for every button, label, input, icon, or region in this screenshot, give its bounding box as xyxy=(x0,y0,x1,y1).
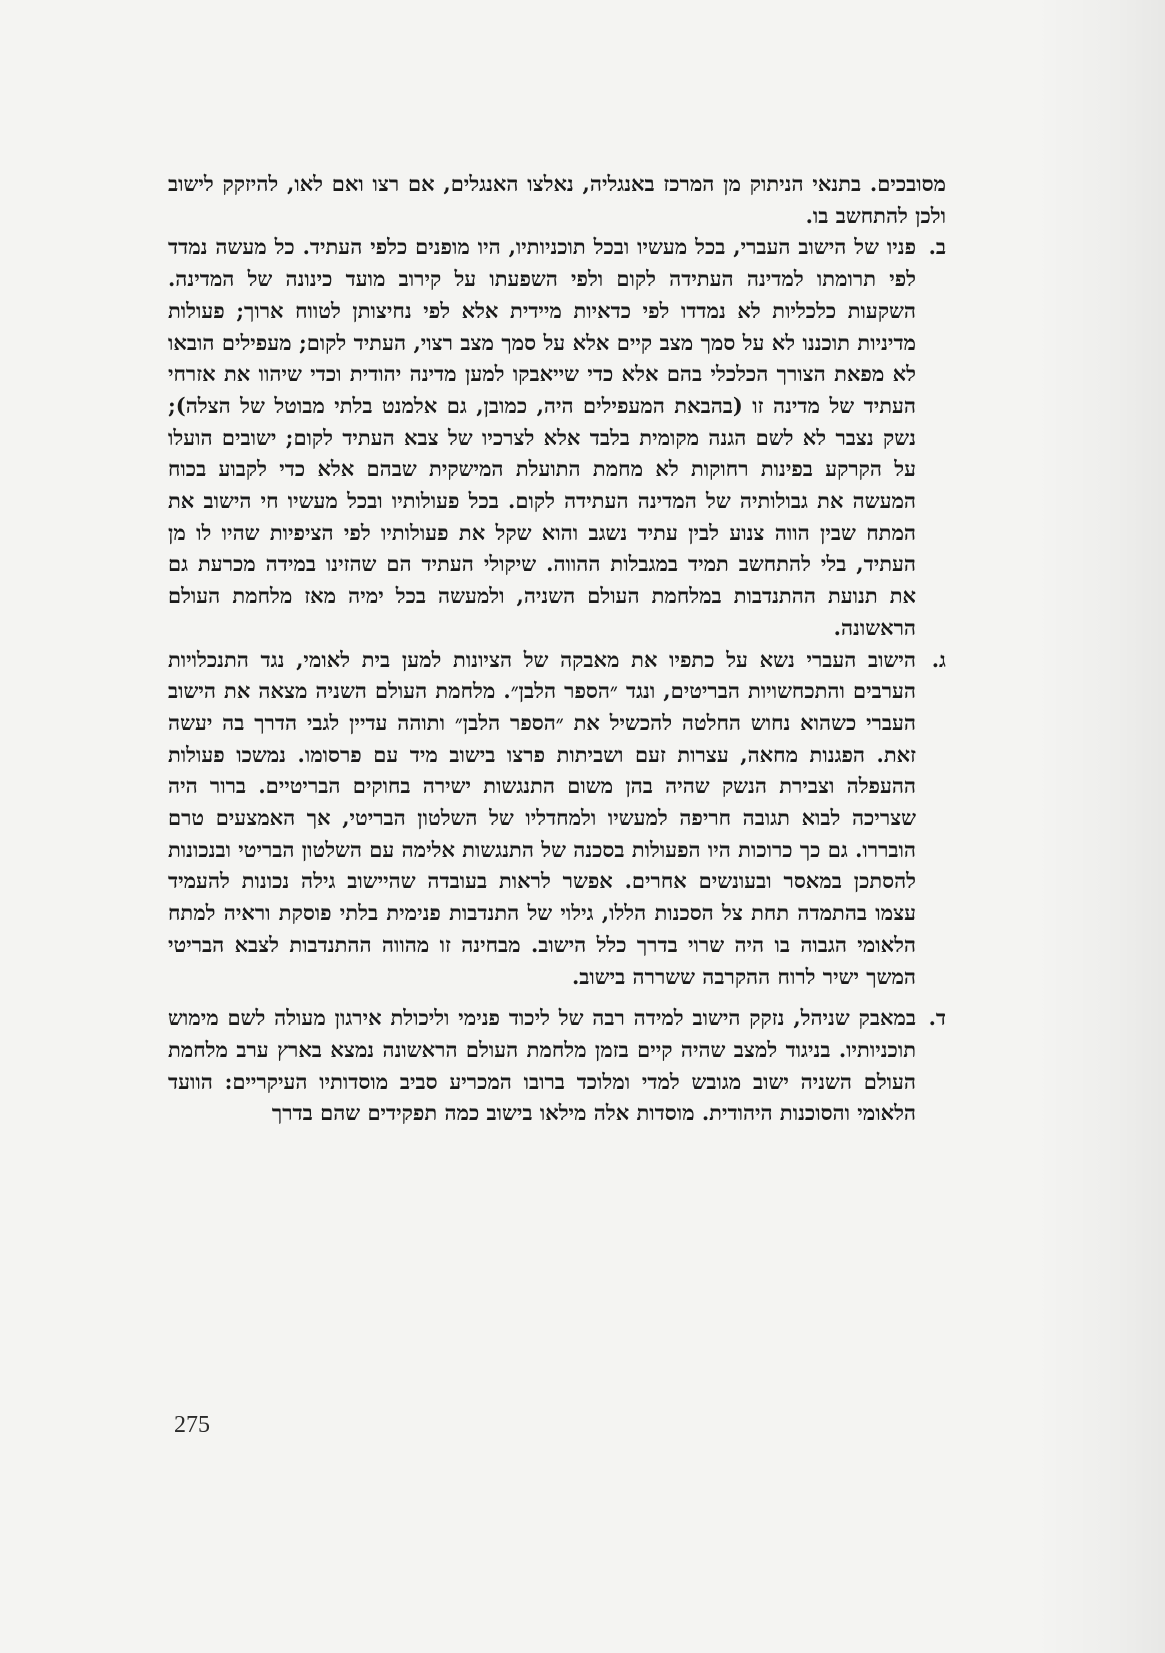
list-item-dalet xyxy=(168,1002,946,1129)
intro-paragraph: מסובכים. בתנאי הניתוק מן המרכז באנגליה, נאלצו האנגלים, אם רצו ואם לאו, להיזקק לישוב ולכן להתחשב בו. xyxy=(168,171,946,228)
page-edge-shadow xyxy=(1035,0,1165,1653)
list-marker: ב. xyxy=(928,234,946,260)
list-item-text: במאבק שניהל, נזקק הישוב למידה רבה של ליכוד פנימי וליכולת אירגון מעולה לשם מימוש תוכניותיו. בניגוד למצב שהיה קיים בזמן מלחמת העולם הראשונה נמצא בארץ ערב מלחמת העולם השניה ישוב מגובש למדי ומלוכד ברובו המכריע סביב מוסדותיו העיקריים: הוועד הלאומי והסוכנות היהודית. מוסדות אלה מילאו בישוב כמה תפקידים שהם בדרך xyxy=(168,1005,916,1126)
document-body xyxy=(168,168,946,1129)
list-marker: ג. xyxy=(931,646,946,672)
list-item-bet xyxy=(168,231,946,643)
list-marker: ד. xyxy=(928,1005,946,1031)
list-item-text: הישוב העברי נשא על כתפיו את מאבקה של הציונות למען בית לאומי, נגד התנכלויות הערבים והתכחשויות הבריטים, ונגד ״הספר הלבן״. מלחמת העולם השניה מצאה את הישוב העברי כשהוא נחוש החלטה להכשיל את ״הספר הלבן״ ותוהה עדיין לגבי הדרך בה יעשה זאת. הפגנות מחאה, עצרות זעם ושביתות פרצו בישוב מיד עם פרסומו. נמשכו פעולות ההעפלה וצבירת הנשק שהיה בהן משום התנגשות ישירה בחוקים הבריטיים. ברור היה שצריכה לבוא תגובה חריפה למעשיו ולמחדליו של השלטון הבריטי, אך האמצעים טרם הובררו. גם כך כרוכות היו הפעולות בסכנה של התנגשות אלימה עם השלטון הבריטי ובנכונות להסתכן במאסר ובעונשים אחרים. אפשר לראות בעובדה שהיישוב גילה נכונות להעמיד עצמו בהתמדה תחת צל הסכנות הללו, גילוי של התנדבות פנימית בלתי פוסקת וראיה למתח הלאומי הגבוה בו היה שרוי בדרך כלל הישוב. מבחינה זו מהווה ההתנדבות לצבא הבריטי המשך ישיר לרוח ההקרבה ששררה בישוב. xyxy=(168,646,916,989)
page-number: 275 xyxy=(174,1412,210,1438)
list-item-text: פניו של הישוב העברי, בכל מעשיו ובכל תוכניותיו, היו מופנים כלפי העתיד. כל מעשה נמדד לפי תרומתו למדינה העתידה לקום ולפי השפעתו על קירוב מועד כינונה של המדינה. השקעות כלכליות לא נמדדו לפי כדאיות מיידית אלא לפי נחיצותן לטווח ארוך; פעולות מדיניות תוכננו לא על סמך מצב קיים אלא על סמך מצב רצוי, העתיד לקום; מעפילים הובאו לא מפאת הצורך הכלכלי בהם אלא כדי שייאבקו למען מדינה יהודית וכדי שיהוו את אזרחי העתיד של מדינה זו (בהבאת המעפילים היה, כמובן, גם אלמנט בלתי מבוטל של הצלה); נשק נצבר לא לשם הגנה מקומית בלבד אלא לצרכיו של צבא העתיד לקום; ישובים הועלו על הקרקע בפינות רחוקות לא מחמת התועלת המישקית שבהם אלא כדי לקבוע בכוח המעשה את גבולותיה של המדינה העתידה לקום. בכל פעולותיו ובכל מעשיו חי הישוב את המתח שבין הווה צנוע לבין עתיד נשגב והוא שקל את פעולותיו לפי הציפיות שהיו לו מן העתיד, בלי להתחשב תמיד במגבלות ההווה. שיקולי העתיד הם שהזינו במידה מכרעת גם את תנועת ההתנדבות במלחמת העולם השניה, ולמעשה בכל ימיה מאז מלחמת העולם הראשונה. xyxy=(168,234,916,640)
list-item-gimel xyxy=(168,644,946,993)
